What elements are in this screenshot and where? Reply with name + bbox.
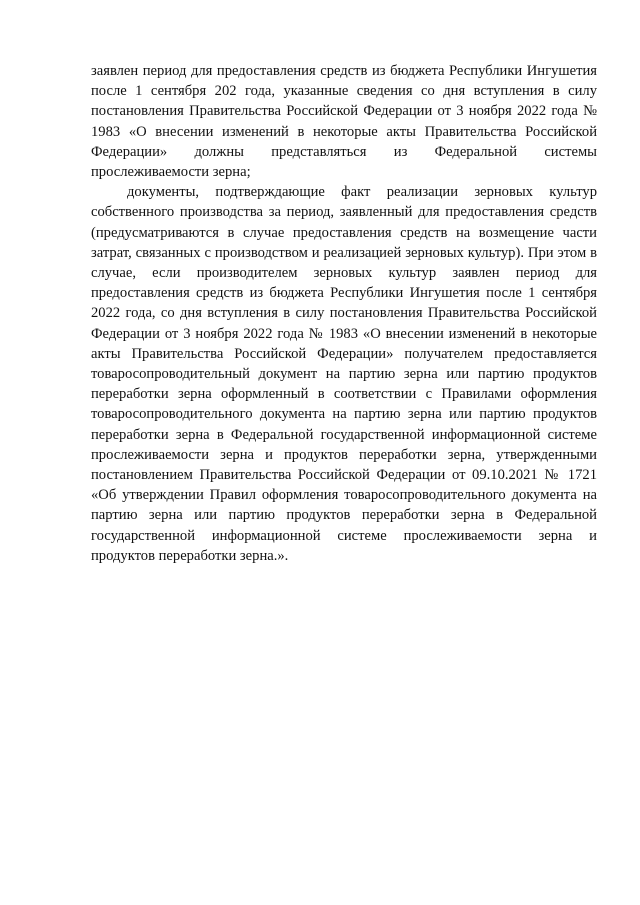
paragraph-documents: документы, подтверждающие факт реализации зерновых культур собственного производства за период, заявленный для предоставления средств (предусматриваются в случае предоставления средств на возмещение части затрат, связанных с производством и реализацией зерновых культур). При этом в случае, если производителем зерновых культур заявлен период для предоставления средств из бюджета Республики Ингушетия после 1 сентября 2022 года, со дня вступления в силу постановления Правительства Российской Федерации от 3 ноября 2022 года № 1983 «О внесении изменений в некоторые акты Правительства Российской Федерации» получателем предоставляется товаросопроводительный документ на партию зерна или партию продуктов переработки зерна оформленный в соответствии с Правилами оформления товаросопроводительного документа на партию зерна или партию продуктов переработки зерна в Федеральной государственной информационной системе прослеживаемости зерна и продуктов переработки зерна, утвержденными постановлением Правительства Российской Федерации от 09.10.2021 № 1721 «Об утверждении Правил оформления товаросопроводительного документа на партию зерна или партию продуктов переработки зерна в Федеральной государственной информационной системе прослеживаемости зерна и продуктов переработки зерна.». <box>91 184 597 564</box>
paragraph-continued: заявлен период для предоставления средств из бюджета Республики Ингушетия после 1 сентября 202 года, указанные сведения со дня вступления в силу постановления Правительства Российской Федерации от 3 ноября 2022 года № 1983 «О внесении изменений в некоторые акты Правительства Российской Федерации» должны представляться из Федеральной системы прослеживаемости зерна; <box>91 63 597 181</box>
document-body <box>91 61 597 566</box>
